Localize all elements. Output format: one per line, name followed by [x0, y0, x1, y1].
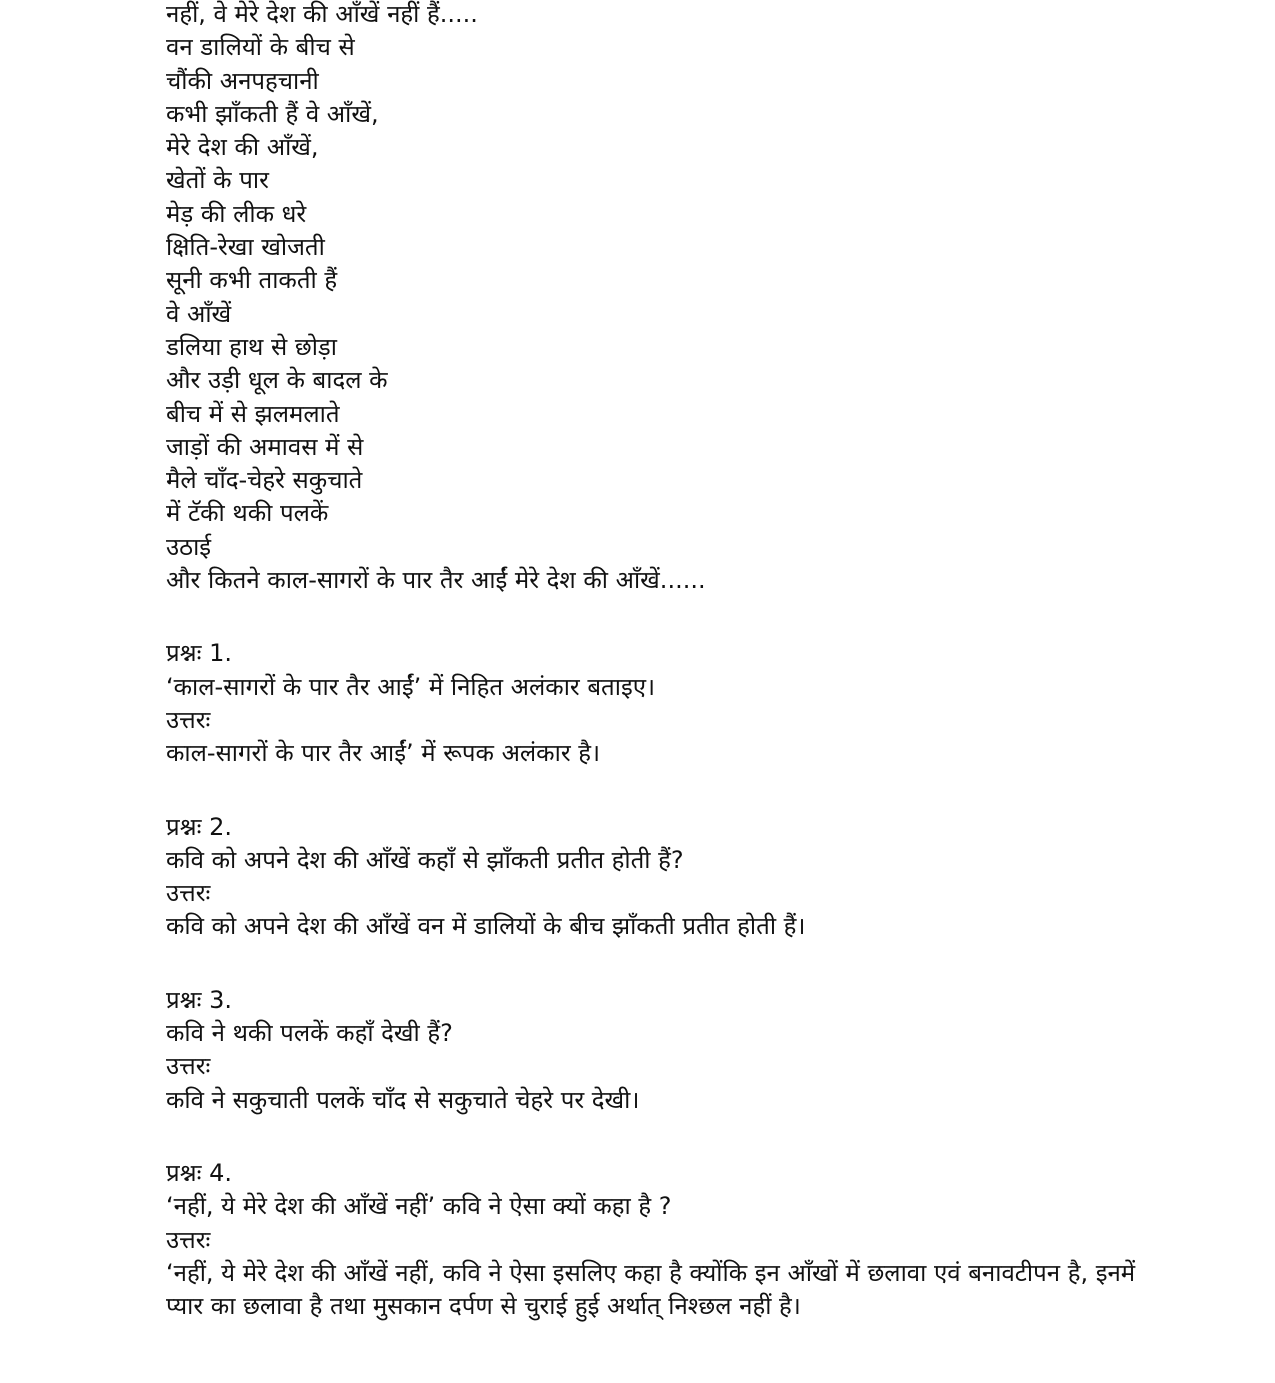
poem-line: सूनी कभी ताकती हैं: [166, 266, 338, 295]
poem-line: चौंकी अनपहचानी: [166, 66, 319, 95]
question-block-2: [166, 811, 1156, 944]
question-number: प्रश्नः 1.: [166, 639, 232, 668]
poem-line: डलिया हाथ से छोड़ा: [166, 332, 337, 361]
question-block-1: [166, 637, 1156, 770]
question-text: ‘काल-सागरों के पार तैर आईं’ में निहित अलंकार बताइए।: [166, 672, 656, 701]
poem-line: बीच में से झलमलाते: [166, 399, 340, 428]
poem-line: जाड़ों की अमावस में से: [166, 432, 364, 461]
poem-line: उठाई: [166, 532, 212, 561]
poem-line: में टॅकी थकी पलकें: [166, 499, 329, 528]
answer-text: काल-सागरों के पार तैर आईं’ में रूपक अलंकार है।: [166, 739, 601, 768]
poem-line: मेरे देश की आँखें,: [166, 133, 319, 162]
poem-line: क्षिति-रेखा खोजती: [166, 233, 325, 262]
answer-label: उत्तरः: [166, 879, 211, 908]
answer-label: उत्तरः: [166, 705, 211, 734]
question-text: कवि ने थकी पलकें कहाँ देखी हैं?: [166, 1019, 453, 1048]
poem-line: नहीं, वे मेरे देश की आँखें नहीं हैं.....: [166, 0, 478, 28]
question-number: प्रश्नः 4.: [166, 1158, 232, 1187]
question-block-3: [166, 984, 1156, 1117]
answer-label: उत्तरः: [166, 1052, 211, 1081]
document-page: [166, 0, 1156, 1323]
question-number: प्रश्नः 3.: [166, 985, 232, 1014]
poem-line: और उड़ी धूल के बादल के: [166, 366, 388, 395]
answer-text: ‘नहीं, ये मेरे देश की आँखें नहीं, कवि ने ऐसा इसलिए कहा है क्योंकि इन आँखों में छलावा एवं बनावटीपन है, इनमें प्यार का छलावा है तथा मुसकान दर्पण से चुराई हुई अर्थात् निश्छल नहीं है।: [166, 1258, 1136, 1321]
poem-line: कभी झाँकती हैं वे आँखें,: [166, 99, 379, 128]
poem-line: वन डालियों के बीच से: [166, 33, 355, 62]
question-text: ‘नहीं, ये मेरे देश की आँखें नहीं’ कवि ने ऐसा क्यों कहा है ?: [166, 1192, 672, 1221]
question-text: कवि को अपने देश की आँखें कहाँ से झाँकती प्रतीत होती हैं?: [166, 845, 684, 874]
answer-text: कवि को अपने देश की आँखें वन में डालियों के बीच झाँकती प्रतीत होती हैं।: [166, 912, 806, 941]
answer-label: उत्तरः: [166, 1225, 211, 1254]
poem-stanza: [166, 0, 1156, 597]
poem-line: खेतों के पार: [166, 166, 269, 195]
poem-line: और कितने काल-सागरों के पार तैर आईं मेरे देश की आँखें......: [166, 566, 706, 595]
poem-line: वे आँखें: [166, 299, 232, 328]
poem-line: मैले चाँद-चेहरे सकुचाते: [166, 466, 363, 495]
question-block-4: [166, 1157, 1156, 1323]
question-number: प्रश्नः 2.: [166, 812, 232, 841]
poem-line: मेड़ की लीक धरे: [166, 199, 307, 228]
answer-text: कवि ने सकुचाती पलकें चाँद से सकुचाते चेहरे पर देखी।: [166, 1085, 640, 1114]
